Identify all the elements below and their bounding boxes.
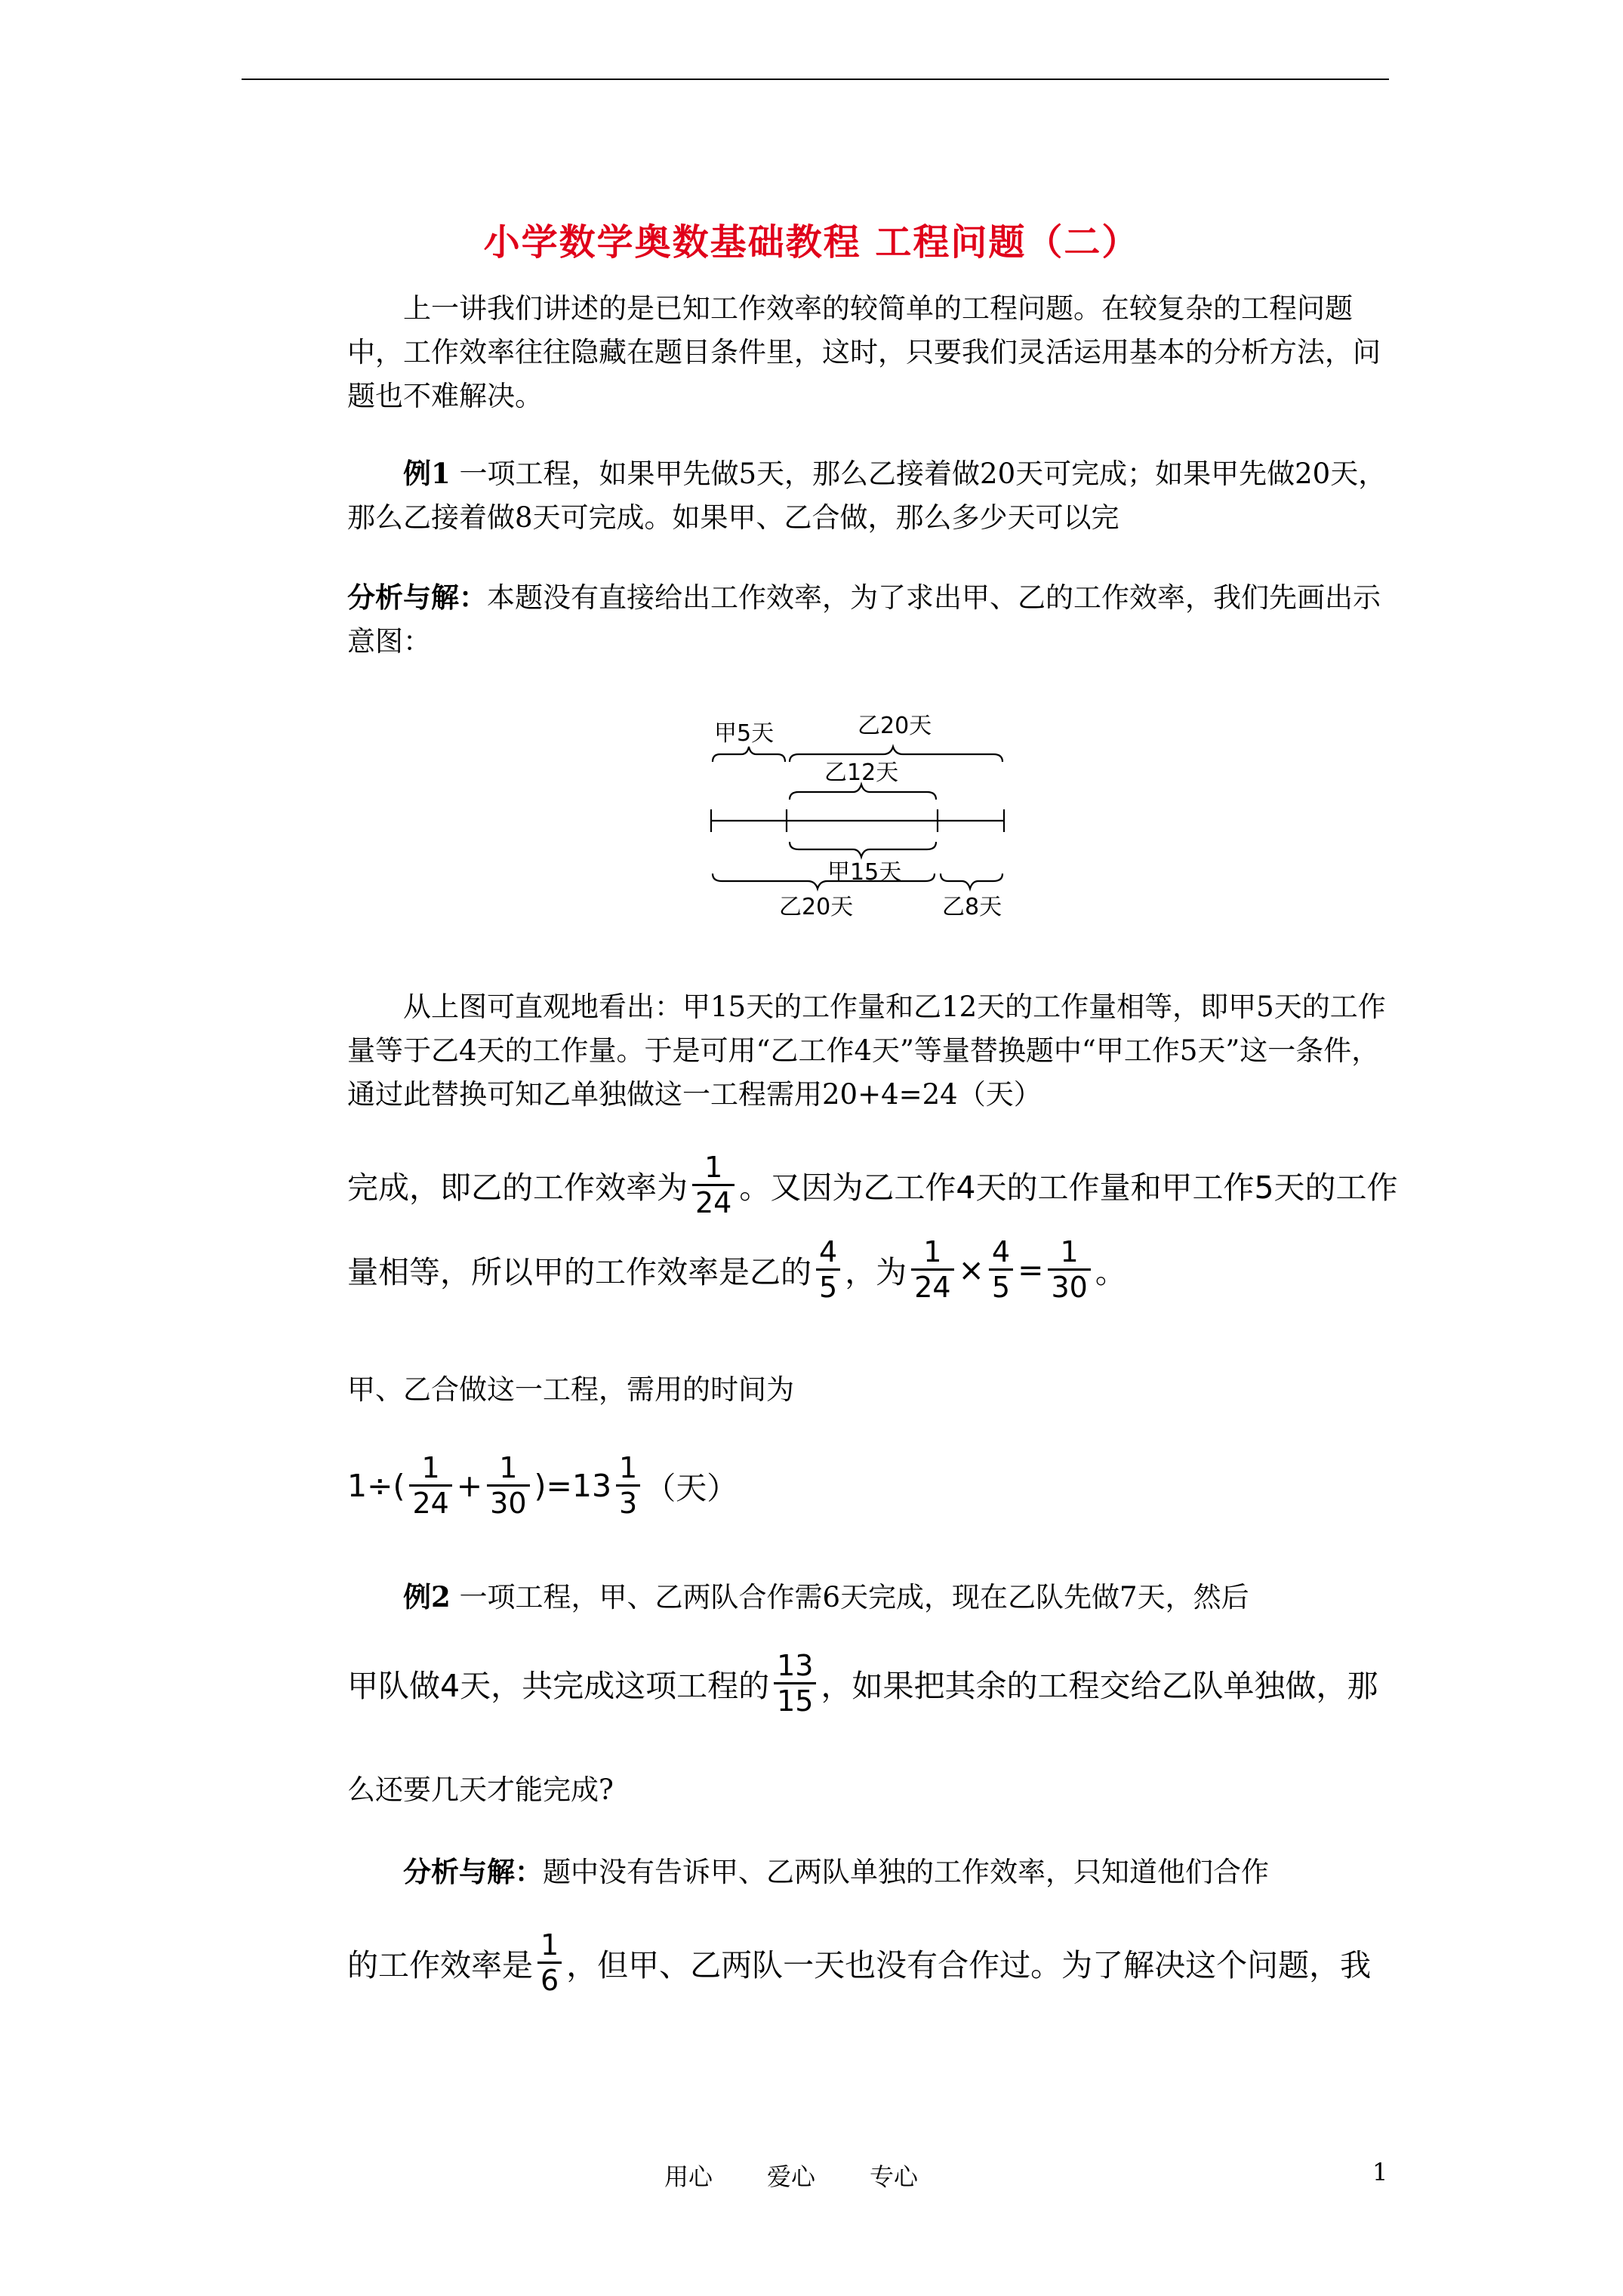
line-a-post: 。又因为乙工作4天的工作量和甲工作5天的工作 xyxy=(739,1170,1398,1206)
observation-paragraph xyxy=(347,985,1404,1117)
line-b-mid: ，为 xyxy=(845,1254,907,1290)
intro-paragraph xyxy=(347,287,1404,418)
line-c-post: ，如果把其余的工程交给乙队单独做，那 xyxy=(821,1668,1378,1704)
line-d-post: ，但甲、乙两队一天也没有合作过。为了解决这个问题，我 xyxy=(566,1947,1372,1983)
remaining-paragraph xyxy=(347,1768,1404,1812)
header-rule xyxy=(242,79,1389,80)
footer-word-3: 专心 xyxy=(870,2162,919,2191)
example-2-label: 例2 xyxy=(403,1580,451,1613)
line-a-pre: 完成，即乙的工作效率为 xyxy=(347,1170,688,1206)
label-jia-5: 甲5天 xyxy=(714,720,775,747)
observation-text: 从上图可直观地看出：甲15天的工作量和乙12天的工作量相等，即甲5天的工作量等于乙4天的工作量。于是可用“乙工作4天”等量替换题中“甲工作5天”这一条件，通过此替换可知乙单独做这一工程需用20+4=24（天） xyxy=(347,991,1386,1111)
analysis-2-label: 分析与解： xyxy=(403,1855,543,1888)
fraction-1-24-b: $\frac{1}{24}$ xyxy=(911,1235,953,1304)
footer-word-2: 爱心 xyxy=(767,2162,816,2191)
analysis-2-line-d xyxy=(347,1928,1464,1997)
example-2 xyxy=(347,1575,1404,1620)
efficiency-line-a xyxy=(347,1151,1464,1219)
page-number: 1 xyxy=(1372,2158,1388,2187)
page-title: 小学数学奥数基础教程 工程问题（二） xyxy=(483,221,1140,264)
label-jia-15: 甲15天 xyxy=(827,859,902,886)
brace-yi-8 xyxy=(941,874,1002,889)
brace-jia-5 xyxy=(713,747,785,762)
fraction-13-15: $\frac{13}{15}$ xyxy=(774,1649,816,1718)
label-yi-20-top: 乙20天 xyxy=(858,713,932,739)
remaining-text: 么还要几天才能完成? xyxy=(347,1774,614,1806)
fraction-1-30: $\frac{1}{30}$ xyxy=(1048,1235,1090,1304)
line-d-pre: 的工作效率是 xyxy=(347,1947,533,1983)
example-1 xyxy=(347,451,1404,540)
analysis-2-text: 题中没有告诉甲、乙两队单独的工作效率，只知道他们合作 xyxy=(543,1856,1269,1888)
example-1-text: 一项工程，如果甲先做5天，那么乙接着做20天可完成；如果甲先做20天，那么乙接着做8天可完成。如果甲、乙合做，那么多少天可以完 xyxy=(347,458,1387,534)
brace-yi-12 xyxy=(790,784,936,800)
analysis-1-text: 本题没有直接给出工作效率，为了求出甲、乙的工作效率，我们先画出示意图： xyxy=(347,581,1381,658)
times-sign: × xyxy=(958,1251,984,1288)
together-text: 甲、乙合做这一工程，需用的时间为 xyxy=(347,1373,794,1406)
label-yi-8: 乙8天 xyxy=(942,894,1002,920)
example-1-label: 例1 xyxy=(403,457,451,490)
equals-sign: = xyxy=(1018,1251,1044,1288)
formula-together xyxy=(347,1451,1464,1520)
intro-text: 上一讲我们讲述的是已知工作效率的较简单的工程问题。在较复杂的工程问题中，工作效率往往隐藏在题目条件里，这时，只要我们灵活运用基本的分析方法，问题也不难解决。 xyxy=(347,292,1381,412)
formula-result: )=13 xyxy=(534,1467,612,1504)
analysis-2 xyxy=(347,1850,1404,1894)
footer-motto xyxy=(664,2158,972,2193)
example-2-line-c xyxy=(347,1649,1464,1718)
together-paragraph xyxy=(347,1368,1404,1412)
formula-fraction-1-24: $\frac{1}{24}$ xyxy=(409,1451,451,1520)
label-yi-20-bottom: 乙20天 xyxy=(779,894,854,920)
work-schedule-diagram xyxy=(702,698,1019,932)
analysis-1 xyxy=(347,575,1404,664)
analysis-1-label: 分析与解： xyxy=(347,581,487,614)
plus-sign: + xyxy=(456,1467,483,1504)
fraction-1-6: $\frac{1}{6}$ xyxy=(537,1928,562,1997)
formula-unit: （天） xyxy=(645,1470,738,1506)
formula-fraction-1-30: $\frac{1}{30}$ xyxy=(487,1451,529,1520)
fraction-4-5: $\frac{4}{5}$ xyxy=(816,1235,840,1304)
example-2-text: 一项工程，甲、乙两队合作需6天完成，现在乙队先做7天，然后 xyxy=(450,1581,1249,1613)
fraction-4-5-b: $\frac{4}{5}$ xyxy=(989,1235,1013,1304)
line-c-pre: 甲队做4天，共完成这项工程的 xyxy=(347,1668,770,1704)
formula-fraction-1-3: $\frac{1}{3}$ xyxy=(616,1451,640,1520)
line-b-pre: 量相等，所以甲的工作效率是乙的 xyxy=(347,1254,812,1290)
footer-word-1: 用心 xyxy=(664,2162,713,2191)
formula-start: 1÷( xyxy=(347,1467,405,1504)
line-b-end: 。 xyxy=(1095,1254,1126,1290)
fraction-1-24: $\frac{1}{24}$ xyxy=(692,1151,735,1219)
label-yi-12: 乙12天 xyxy=(824,760,899,786)
efficiency-line-b xyxy=(347,1235,1464,1304)
brace-jia-15 xyxy=(790,842,936,857)
